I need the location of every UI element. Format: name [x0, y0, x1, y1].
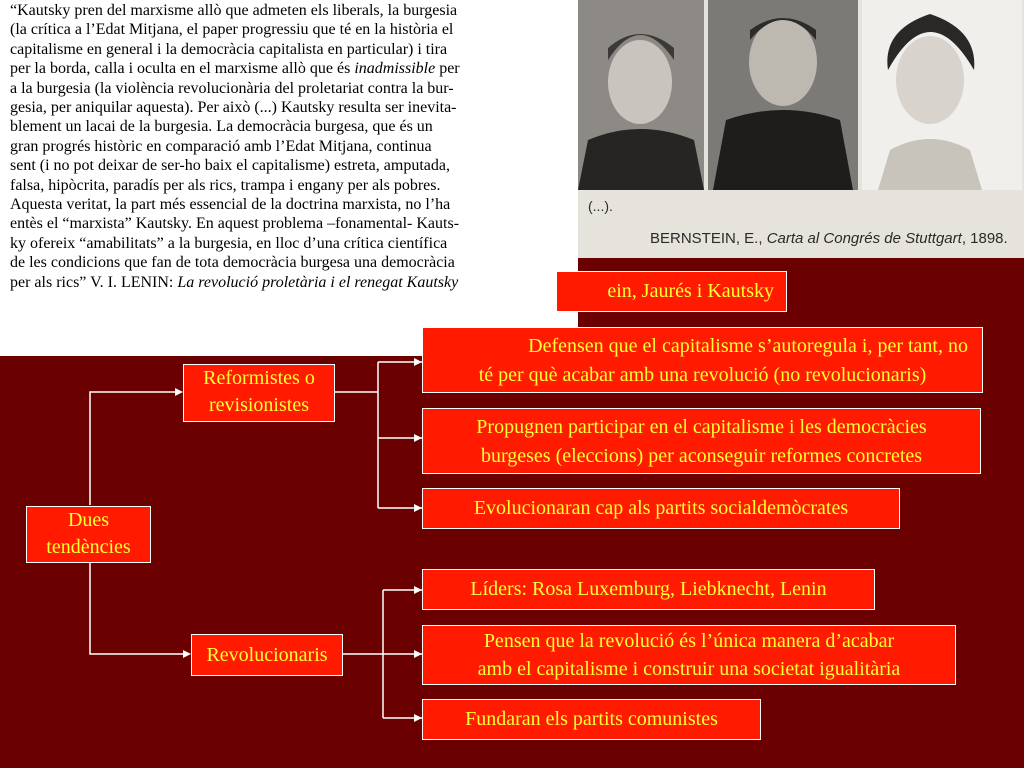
node-revolutionary-leaders: Líders: Rosa Luxemburg, Liebknecht, Lenin [422, 569, 875, 610]
node-revolutionaries: Revolucionaris [191, 634, 343, 676]
root-node-two-tendencies: Dues tendències [26, 506, 151, 563]
quote-segment: per [435, 60, 460, 78]
quote-line: falsa, hipòcrita, paradís per als rics, trampa i engany per als pobres. [10, 176, 441, 194]
node-reformist-leaders: ein, Jaurés i Kautsky [556, 271, 787, 312]
quote-line [10, 59, 570, 78]
quote-line: a la burgesia (la violència revolucionària del proletariat contra la bur- [10, 79, 454, 97]
quote-line: de les condicions que fan de tota democràcia burgesa una democràcia [10, 254, 455, 272]
portrait-photos [578, 0, 1024, 258]
caption-author: BERNSTEIN, E., [650, 230, 767, 247]
quote-emphasis: inadmissible [354, 60, 436, 78]
lenin-quote [0, 0, 578, 356]
quote-line: gran progrés històric en comparació amb l’Edat Mitjana, continua [10, 137, 432, 155]
belief-line-1 [423, 332, 982, 361]
quote-line: blement un lacai de la burgesia. La democràcia burgesa, que és un [10, 118, 433, 136]
caption-year: , 1898. [961, 230, 1008, 247]
node-reformists: Reformistes o revisionistes [183, 364, 335, 422]
quote-book-title: La revolució proletària i el renegat Kautsky [177, 273, 459, 291]
quote-line: Aquesta veritat, la part més essencial de la doctrina marxista, no l’ha [10, 196, 451, 214]
quote-line: gesia, per aniquilar aquesta). Per això (...) Kautsky resulta ser inevita- [10, 99, 457, 117]
quote-line: entès el “marxista” Kautsky. En aquest problema –fonamental- Kauts- [10, 215, 460, 233]
quote-line: (la crítica a l’Edat Mitjana, el paper progressiu que té en la història el [10, 21, 454, 39]
belief-line-1-text: que el capitalisme s’autoregula i, per tant, no [608, 335, 968, 357]
quote-line [10, 273, 570, 292]
belief-prefix: Defensen [528, 335, 609, 357]
node-reformist-evolution: Evolucionaran cap als partits socialdemòcrates [422, 488, 900, 529]
quote-line: sent (i no pot deixar de ser-ho baix el capitalisme) estreta, amputada, [10, 157, 450, 175]
quote-line: ky ofereix “amabilitats” a la burgesia, en lloc d’una crítica científica [10, 234, 448, 252]
portraits-illustration [578, 0, 1024, 258]
belief-line-2: té per què acabar amb una revolució (no revolucionaris) [478, 364, 927, 386]
caption-title: Carta al Congrés de Stuttgart [766, 230, 962, 247]
node-reformist-belief [422, 327, 983, 393]
quote-line: “Kautsky pren del marxisme allò que admeten els liberals, la burgesia [10, 2, 458, 19]
quote-citation: per als rics” V. I. LENIN: [10, 273, 178, 291]
node-revolutionary-evolution: Fundaran els partits comunistes [422, 699, 761, 740]
node-reformist-participation: Propugnen participar en el capitalisme i les democràcies burgeses (eleccions) per aconseguir reformes concretes [422, 408, 981, 474]
quote-segment: per la borda, calla i oculta en el marxisme allò que és [10, 60, 355, 78]
photo-caption-ellipsis: (...). [588, 198, 613, 214]
photo-caption [650, 230, 1008, 247]
quote-line: capitalisme en general i la democràcia capitalista en particular) i tira [10, 40, 448, 58]
node-revolutionary-belief: Pensen que la revolució és l’única manera d’acabar amb el capitalisme i construir una societat igualitària [422, 625, 956, 685]
